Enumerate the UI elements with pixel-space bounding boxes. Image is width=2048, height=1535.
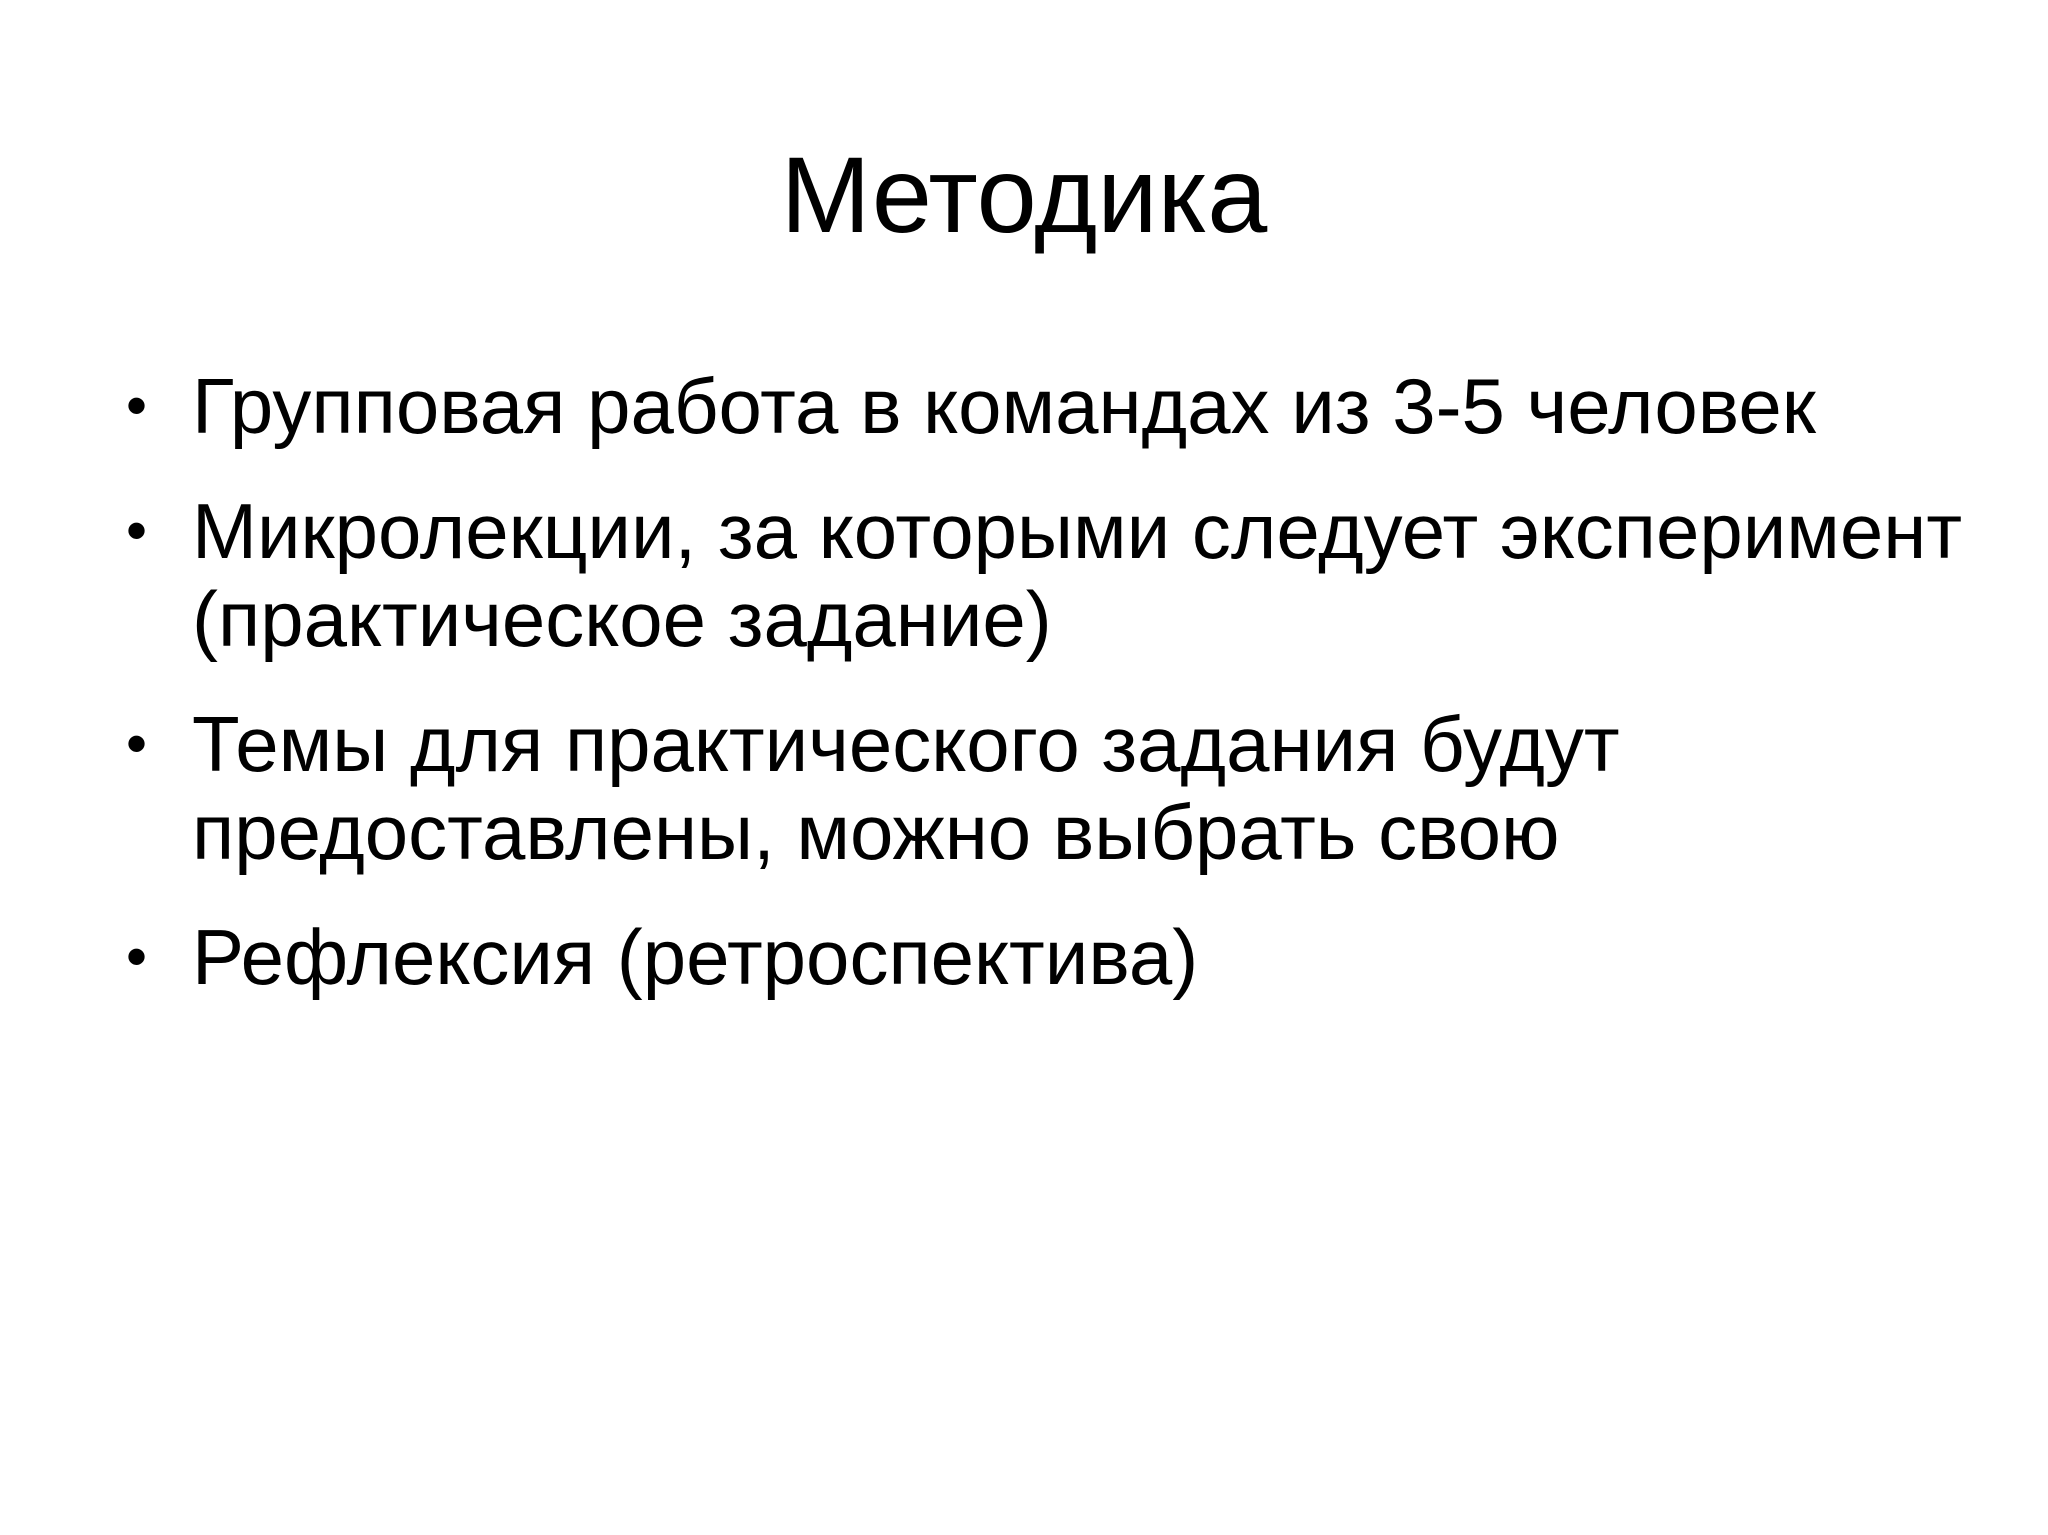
bullet-text: Темы для практического задания будут предоставлены, можно выбрать свою	[192, 700, 1620, 876]
bullet-item-group-work	[120, 362, 1970, 450]
bullet-icon: •	[126, 710, 148, 777]
bullet-item-microlectures	[120, 487, 1970, 663]
bullet-icon: •	[126, 923, 148, 990]
bullet-icon: •	[126, 372, 148, 439]
bullet-list	[120, 362, 1970, 1038]
bullet-item-reflection	[120, 913, 1970, 1001]
bullet-text: Рефлексия (ретроспектива)	[192, 913, 1199, 1001]
bullet-text: Микролекции, за которыми следует эксперимент (практическое задание)	[192, 487, 1963, 663]
slide-title: Методика	[780, 134, 1268, 255]
bullet-item-topics	[120, 700, 1970, 876]
bullet-icon: •	[126, 497, 148, 564]
bullet-text: Групповая работа в командах из 3-5 человек	[192, 362, 1816, 450]
